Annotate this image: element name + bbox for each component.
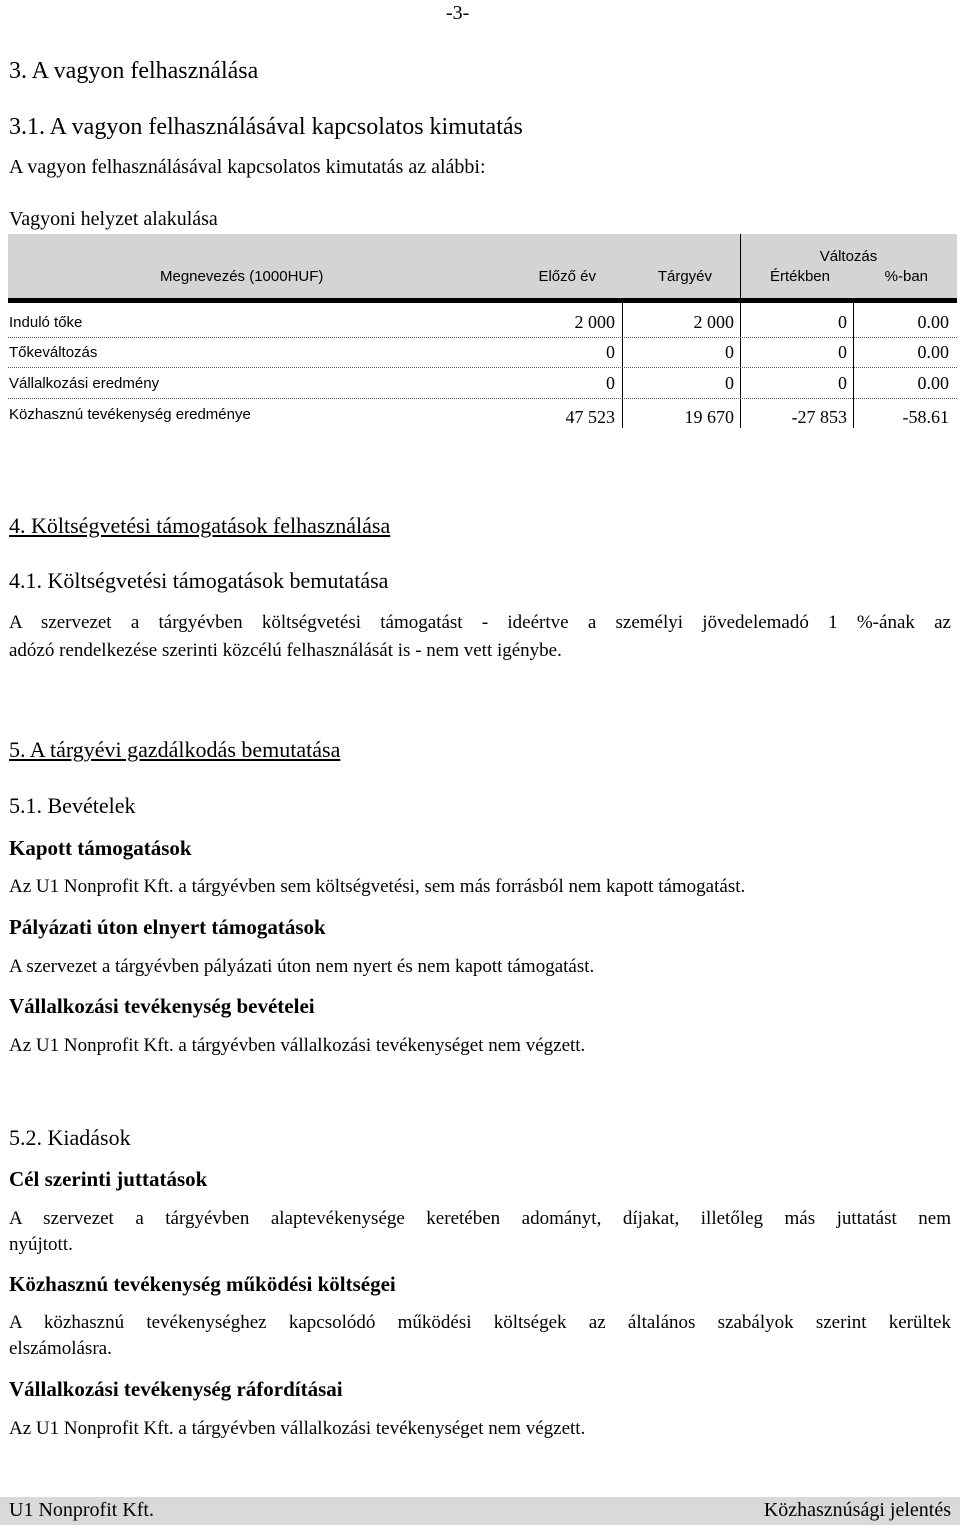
cel-text-line1: A szervezet a tárgyévben alaptevékenysége keretében adományt, díjakat, illetőleg más juttatást nem: [9, 1208, 951, 1229]
palyazati-title: Pályázati úton elnyert támogatások: [9, 915, 326, 939]
row-label: Induló tőke: [9, 314, 83, 331]
kozh-text-line1: A közhasznú tevékenységhez kapcsolódó működési költségek az általános szabályok szerint kerültek: [9, 1312, 951, 1333]
kozh-title: Közhasznú tevékenység működési költségei: [9, 1272, 396, 1296]
table-header-divider: [740, 234, 741, 298]
vall-raf-title: Vállalkozási tevékenység ráfordításai: [9, 1377, 343, 1401]
kapott-title: Kapott támogatások: [9, 836, 192, 860]
section-4-title: 4. Költségvetési támogatások felhasználása: [9, 513, 391, 538]
vall-bev-title: Vállalkozási tevékenység bevételei: [9, 994, 315, 1018]
vall-raf-text: Az U1 Nonprofit Kft. a tárgyévben vállalkozási tevékenységet nem végzett.: [9, 1418, 586, 1439]
row-curr: 0: [725, 373, 734, 393]
footer-left: U1 Nonprofit Kft.: [9, 1499, 154, 1521]
cel-title: Cél szerinti juttatások: [9, 1167, 208, 1191]
section-3-1-intro: A vagyon felhasználásával kapcsolatos kimutatás az alábbi:: [9, 156, 486, 178]
section-3-title: 3. A vagyon felhasználása: [9, 58, 259, 84]
section-5-1-title: 5.1. Bevételek: [9, 793, 136, 818]
row-prev: 47 523: [565, 407, 615, 427]
palyazati-text: A szervezet a tárgyévben pályázati úton nem nyert és nem kapott támogatást.: [9, 956, 595, 977]
section-4-1-paragraph-line2: adózó rendelkezése szerinti közcélú felhasználását is - nem vett igénybe.: [9, 640, 562, 661]
header-curr-year: Tárgyév: [657, 268, 712, 285]
header-change-value: Értékben: [769, 268, 830, 285]
kozh-text-line2: elszámolásra.: [9, 1338, 112, 1359]
row-label: Közhasznú tevékenység eredménye: [9, 406, 251, 423]
row-diff: 0: [838, 312, 847, 332]
section-4-1-title: 4.1. Költségvetési támogatások bemutatása: [9, 568, 389, 593]
kapott-text: Az U1 Nonprofit Kft. a tárgyévben sem költségvetési, sem más forrásból nem kapott támogatást.: [9, 876, 746, 897]
row-pct: 0.00: [917, 312, 949, 332]
row-diff: -27 853: [791, 407, 847, 427]
header-change-group: Változás: [819, 248, 878, 265]
section-5-2-title: 5.2. Kiadások: [9, 1125, 131, 1150]
section-4-1-paragraph-line1: A szervezet a tárgyévben költségvetési támogatást - ideértve a személyi jövedelemadó 1 %-ának az: [9, 612, 951, 633]
footer-right: Közhasznúsági jelentés: [763, 1499, 951, 1521]
row-separator: [8, 398, 957, 399]
vall-bev-text: Az U1 Nonprofit Kft. a tárgyévben vállalkozási tevékenységet nem végzett.: [9, 1035, 586, 1056]
row-curr: 0: [725, 342, 734, 362]
header-change-percent: %-ban: [884, 268, 928, 285]
row-curr: 19 670: [684, 407, 734, 427]
row-curr: 2 000: [693, 312, 734, 332]
section-5-title: 5. A tárgyévi gazdálkodás bemutatása: [9, 737, 341, 762]
table-header-rule: [8, 298, 957, 303]
table-header-background: [8, 234, 957, 298]
header-name: Megnevezés (1000HUF): [160, 268, 324, 285]
row-diff: 0: [838, 342, 847, 362]
row-diff: 0: [838, 373, 847, 393]
row-pct: -58.61: [902, 407, 949, 427]
row-prev: 2 000: [574, 312, 615, 332]
row-pct: 0.00: [917, 342, 949, 362]
row-separator: [8, 337, 957, 338]
table-title: Vagyoni helyzet alakulása: [9, 208, 218, 230]
row-prev: 0: [606, 342, 615, 362]
row-label: Vállalkozási eredmény: [9, 375, 160, 392]
page-number: -3-: [446, 2, 470, 24]
header-prev-year: Előző év: [538, 268, 596, 285]
row-label: Tőkeváltozás: [9, 344, 98, 361]
row-separator: [8, 367, 957, 368]
section-3-1-title: 3.1. A vagyon felhasználásával kapcsolatos kimutatás: [9, 114, 523, 140]
cel-text-line2: nyújtott.: [9, 1234, 73, 1255]
row-prev: 0: [606, 373, 615, 393]
row-pct: 0.00: [917, 373, 949, 393]
